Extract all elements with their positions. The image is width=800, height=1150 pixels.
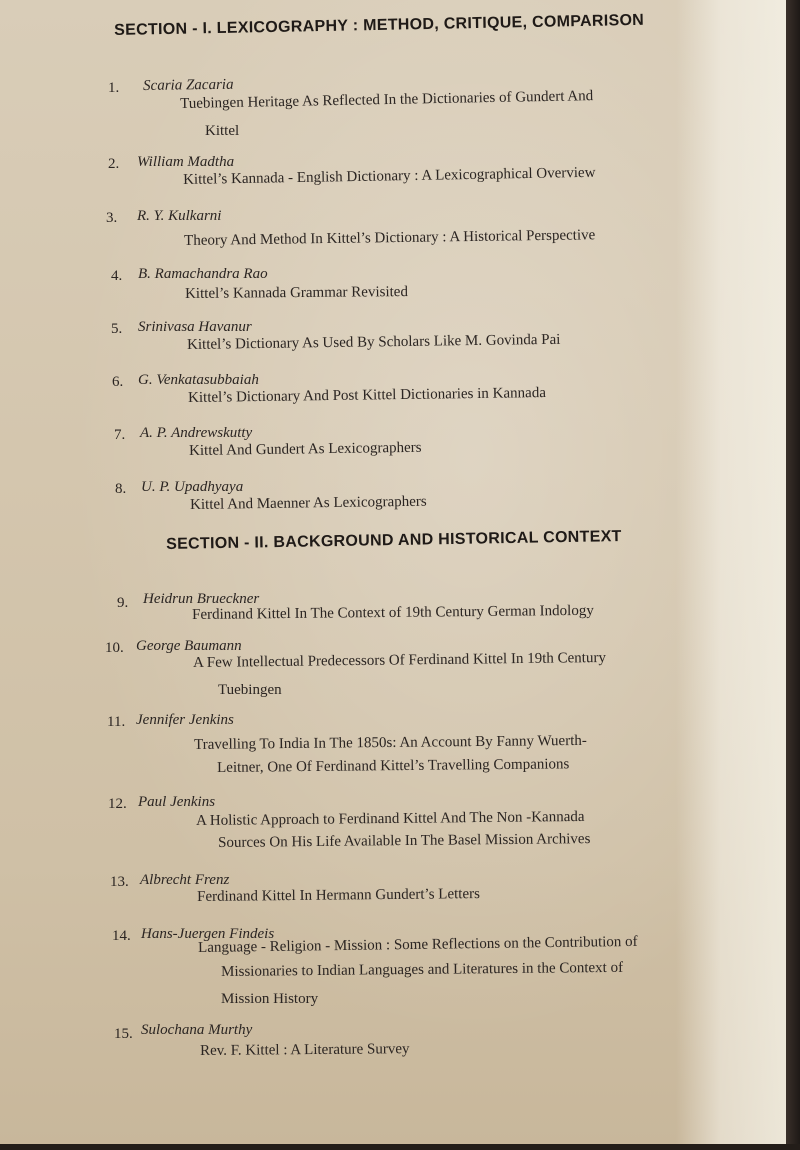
entry-title: Rev. F. Kittel : A Literature Survey bbox=[200, 1041, 410, 1059]
entry-title: Theory And Method In Kittel’s Dictionary : A Historical Perspective bbox=[184, 227, 596, 249]
entry-author: A. P. Andrewskutty bbox=[140, 425, 253, 441]
entry-author: Hans-Juergen Findeis bbox=[141, 926, 275, 942]
entry-title: Ferdinand Kittel In The Context of 19th Century German Indology bbox=[192, 602, 594, 623]
entry-author: Sulochana Murthy bbox=[141, 1022, 253, 1038]
entry-number: 2. bbox=[108, 156, 120, 172]
entry-title: Kittel’s Dictionary As Used By Scholars Like M. Govinda Pai bbox=[187, 331, 561, 353]
entry-title: Kittel And Gundert As Lexicographers bbox=[189, 439, 422, 459]
entry-number: 8. bbox=[115, 481, 127, 497]
entry-author: Jennifer Jenkins bbox=[136, 712, 234, 728]
entry-number: 1. bbox=[108, 80, 120, 96]
entry-title: A Few Intellectual Predecessors Of Ferdinand Kittel In 19th Century bbox=[193, 649, 606, 671]
section-1-heading: SECTION - I. LEXICOGRAPHY : METHOD, CRITIQUE, COMPARISON bbox=[114, 11, 645, 39]
entry-title: Kittel’s Kannada - English Dictionary : A Lexicographical Overview bbox=[183, 164, 596, 188]
entry-title: Sources On His Life Available In The Basel Mission Archives bbox=[218, 831, 591, 851]
entry-title: Mission History bbox=[221, 991, 319, 1007]
entry-author: Heidrun Brueckner bbox=[143, 591, 260, 607]
entry-number: 14. bbox=[112, 928, 131, 944]
entry-number: 13. bbox=[110, 874, 129, 890]
entry-title: Travelling To India In The 1850s: An Account By Fanny Wuerth- bbox=[194, 732, 587, 753]
entry-title: Ferdinand Kittel In Hermann Gundert’s Letters bbox=[197, 886, 480, 905]
entry-title: Missionaries to Indian Languages and Literatures in the Context of bbox=[221, 959, 624, 980]
entry-title: Kittel’s Kannada Grammar Revisited bbox=[185, 284, 408, 302]
entry-author: William Madtha bbox=[137, 154, 235, 170]
book-spine-edge bbox=[786, 0, 800, 1150]
entry-title: Tuebingen Heritage As Reflected In the Dictionaries of Gundert And bbox=[180, 88, 594, 112]
entry-number: 3. bbox=[106, 210, 118, 226]
entry-number: 11. bbox=[107, 714, 126, 730]
entry-author: G. Venkatasubbaiah bbox=[138, 372, 259, 388]
entry-title: Kittel’s Dictionary And Post Kittel Dictionaries in Kannada bbox=[188, 385, 547, 406]
entry-title: Kittel And Maenner As Lexicographers bbox=[190, 493, 427, 513]
entry-author: R. Y. Kulkarni bbox=[137, 208, 222, 224]
section-2-heading: SECTION - II. BACKGROUND AND HISTORICAL CONTEXT bbox=[166, 528, 622, 553]
entry-number: 12. bbox=[108, 796, 127, 812]
entry-number: 5. bbox=[111, 321, 123, 337]
entry-number: 6. bbox=[112, 374, 124, 390]
book-bottom-edge bbox=[0, 1144, 800, 1150]
entry-title: Leitner, One Of Ferdinand Kittel’s Travelling Companions bbox=[217, 756, 570, 776]
entry-title: Tuebingen bbox=[218, 682, 282, 698]
entry-author: George Baumann bbox=[136, 638, 242, 654]
entry-title: A Holistic Approach to Ferdinand Kittel And The Non -Kannada bbox=[196, 808, 585, 829]
entry-title: Language - Religion - Mission : Some Reflections on the Contribution of bbox=[198, 933, 638, 956]
entry-number: 15. bbox=[114, 1026, 133, 1042]
entry-author: B. Ramachandra Rao bbox=[138, 266, 268, 282]
entry-number: 9. bbox=[117, 595, 129, 611]
entry-title: Kittel bbox=[205, 123, 240, 139]
entry-number: 10. bbox=[105, 640, 124, 656]
entry-number: 4. bbox=[111, 268, 123, 284]
entry-author: Srinivasa Havanur bbox=[138, 319, 252, 335]
entry-author: Paul Jenkins bbox=[138, 794, 216, 810]
entry-number: 7. bbox=[114, 427, 126, 443]
entry-author: Scaria Zacaria bbox=[143, 76, 234, 94]
entry-author: U. P. Upadhyaya bbox=[141, 479, 244, 495]
entry-author: Albrecht Frenz bbox=[140, 872, 230, 888]
